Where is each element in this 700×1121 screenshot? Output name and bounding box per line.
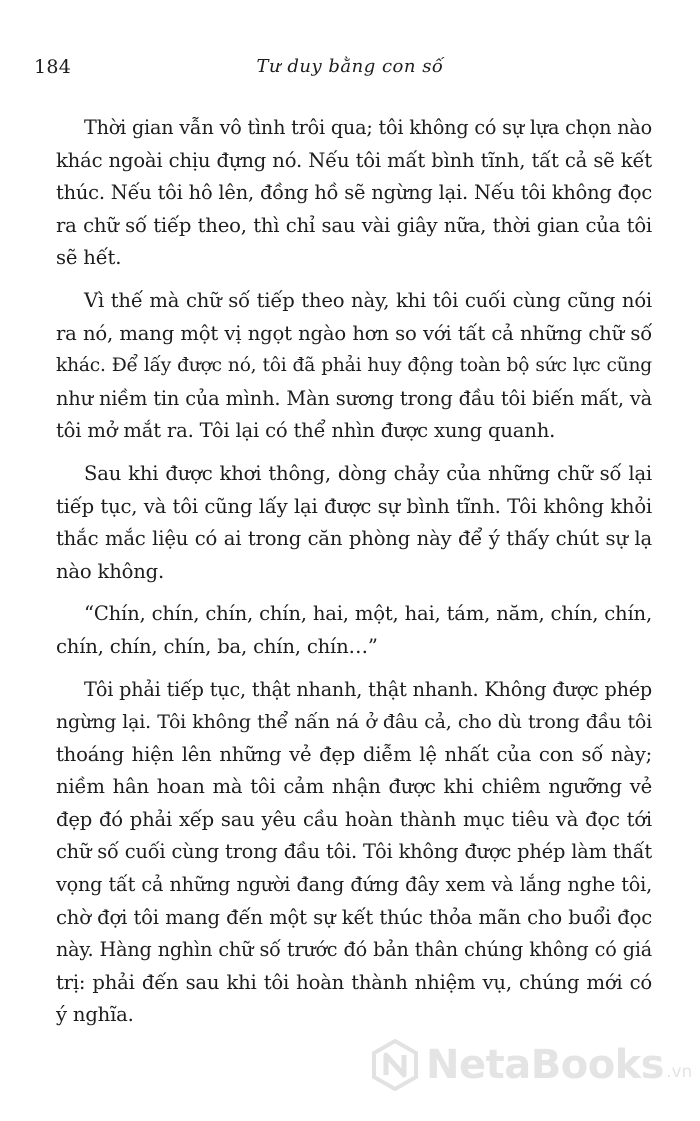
paragraph-2 (56, 285, 652, 448)
paragraph-5 (56, 674, 652, 1033)
text-line: Vì thế mà chữ số tiếp theo này, khi tôi cuối cùng cũng nói (84, 288, 652, 312)
body-text (56, 112, 652, 1042)
running-title: Tư duy bằng con số (256, 56, 444, 77)
text-line: thoáng hiện lên những vẻ đẹp diễm lệ nhất của con số này; (56, 742, 652, 766)
text-line: ngừng lại. Tôi không thể nấn ná ở đâu cả, cho dù trong đầu tôi (56, 711, 652, 734)
text-line: “Chín, chín, chín, chín, hai, một, hai, tám, năm, chín, chín, (84, 602, 652, 626)
paragraph-3 (56, 458, 652, 588)
text-line: khác ngoài chịu đựng nó. Nếu tôi mất bình tĩnh, tất cả sẽ kết (56, 148, 652, 172)
page-header (34, 56, 666, 82)
text-line: ra chữ số tiếp theo, thì chỉ sau vài giây nữa, thời gian của tôi (56, 213, 652, 237)
text-line: trị: phải đến sau khi tôi hoàn thành nhiệm vụ, chúng mới có (56, 970, 652, 994)
text-line: thắc mắc liệu có ai trong căn phòng này để ý thấy chút sự lạ (56, 527, 652, 551)
text-line: ý nghĩa. (56, 1003, 134, 1027)
text-line: niềm hân hoan mà tôi cảm nhận được khi chiêm ngưỡng vẻ (56, 775, 652, 799)
text-line: sẽ hết. (56, 246, 122, 270)
text-line: khác. Để lấy được nó, tôi đã phải huy động toàn bộ sức lực cũng (56, 355, 652, 377)
watermark (372, 1030, 692, 1100)
text-line: này. Hàng nghìn chữ số trước đó bản thân chúng không có giá (56, 938, 652, 962)
text-line: chờ đợi tôi mang đến một sự kết thúc thỏa mãn cho buổi đọc (56, 905, 652, 929)
text-line: ra nó, mang một vị ngọt ngào hơn so với tất cả những chữ số (56, 321, 652, 345)
text-line: tiếp tục, và tôi cũng lấy lại được sự bình tĩnh. Tôi không khỏi (56, 494, 652, 518)
text-line: Sau khi được khơi thông, dòng chảy của những chữ số lại (84, 461, 652, 485)
text-line: chữ số cuối cùng trong đầu tôi. Tôi không được phép làm thất (56, 840, 652, 864)
page-number: 184 (34, 56, 72, 78)
text-line: Tôi phải tiếp tục, thật nhanh, thật nhanh. Không được phép (84, 677, 652, 701)
watermark-suffix: .vn (666, 1062, 693, 1082)
netabooks-logo-icon (372, 1039, 418, 1091)
text-line: như niềm tin của mình. Màn sương trong đầu tôi biến mất, và (56, 386, 652, 410)
text-line: chín, chín, chín, ba, chín, chín…” (56, 634, 378, 658)
paragraph-1 (56, 112, 652, 275)
text-line: Thời gian vẫn vô tình trôi qua; tôi không có sự lựa chọn nào (84, 116, 652, 139)
watermark-text: NetaBooks (426, 1042, 665, 1088)
text-line: thúc. Nếu tôi hô lên, đồng hồ sẽ ngừng lại. Nếu tôi không đọc (56, 181, 652, 205)
text-line: vọng tất cả những người đang đứng đây xem và lắng nghe tôi, (56, 873, 652, 897)
text-line: đẹp đó phải xếp sau yêu cầu hoàn thành mục tiêu và đọc tới (56, 807, 652, 831)
text-line: tôi mở mắt ra. Tôi lại có thể nhìn được xung quanh. (56, 419, 556, 443)
text-line: nào không. (56, 559, 165, 583)
paragraph-4 (56, 598, 652, 663)
